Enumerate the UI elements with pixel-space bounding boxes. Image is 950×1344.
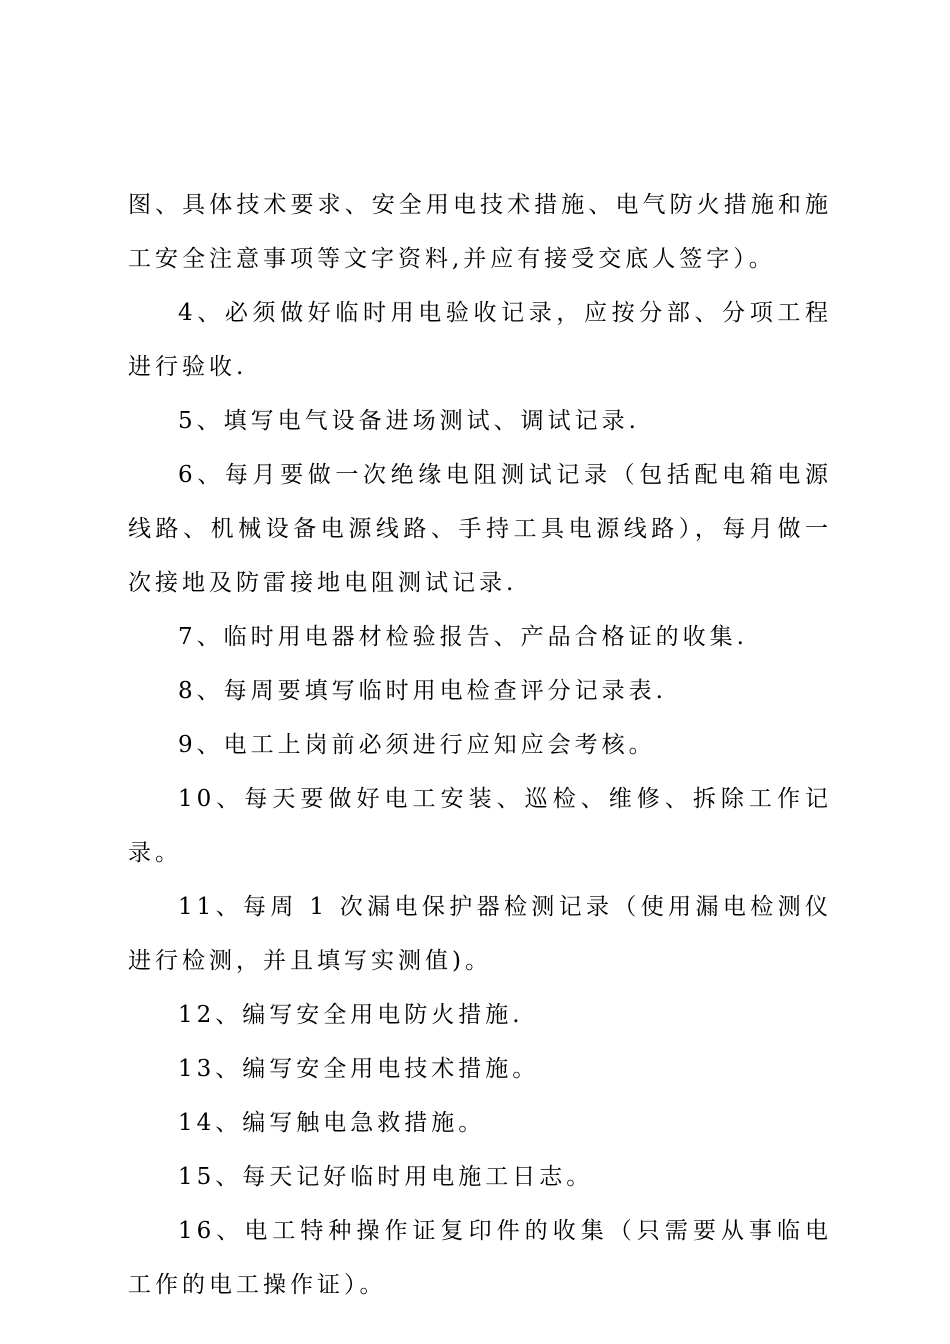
paragraph-continuation: 图、具体技术要求、安全用电技术措施、电气防火措施和施工安全注意事项等文字资料,并应有接受交底人签字）。 [128, 192, 832, 272]
paragraph-item-12: 12、编写安全用电防火措施. [178, 1002, 524, 1028]
paragraph-item-10: 10、每天要做好电工安装、巡检、维修、拆除工作记录。 [128, 786, 832, 866]
paragraph-item-16: 16、电工特种操作证复印件的收集（只需要从事临电工作的电工操作证）。 [128, 1218, 832, 1298]
paragraph-item-13: 13、编写安全用电技术措施。 [178, 1056, 540, 1082]
paragraph-item-9: 9、电工上岗前必须进行应知应会考核。 [178, 732, 656, 758]
paragraph-item-8: 8、每周要填写临时用电检查评分记录表. [178, 678, 667, 704]
paragraph-item-14: 14、编写触电急救措施。 [178, 1110, 486, 1136]
paragraph-item-4: 4、必须做好临时用电验收记录，应按分部、分项工程进行验收. [128, 300, 832, 380]
paragraph-item-11: 11、每周 1 次漏电保护器检测记录（使用漏电检测仪进行检测，并且填写实测值)。 [128, 894, 832, 974]
paragraph-item-7: 7、临时用电器材检验报告、产品合格证的收集. [178, 624, 748, 650]
paragraph-item-15: 15、每天记好临时用电施工日志。 [178, 1164, 594, 1190]
paragraph-item-6: 6、每月要做一次绝缘电阻测试记录（包括配电箱电源线路、机械设备电源线路、手持工具电源线路），每月做一次接地及防雷接地电阻测试记录. [128, 462, 832, 596]
paragraph-item-5: 5、填写电气设备进场测试、调试记录. [178, 408, 640, 434]
document-body [128, 178, 832, 1312]
